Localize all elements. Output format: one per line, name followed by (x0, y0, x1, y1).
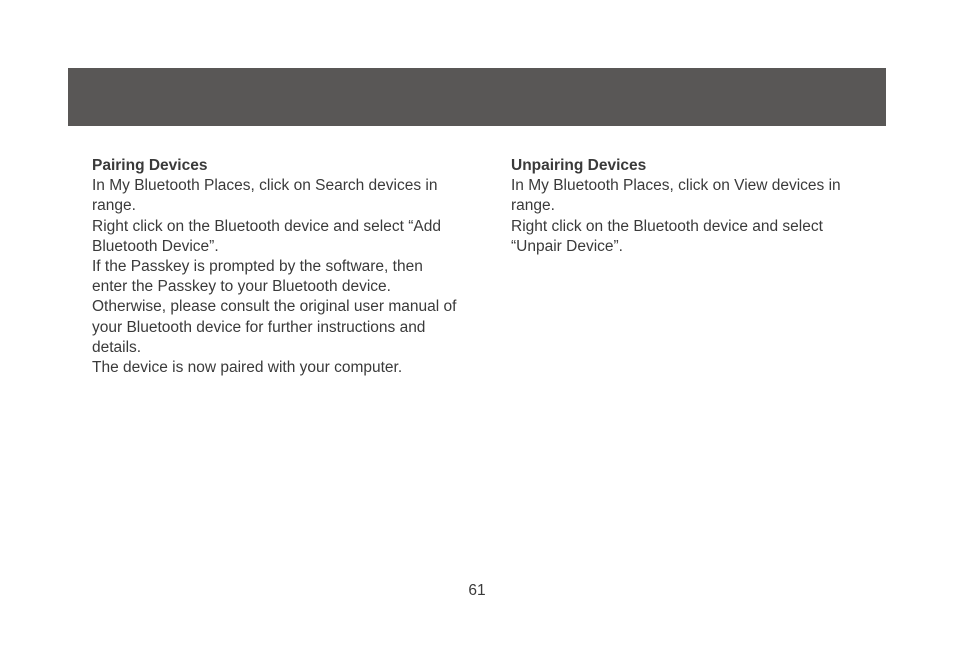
instruction-paragraph: Right click on the Bluetooth device and select “Add Bluetooth Device”. (92, 217, 441, 255)
section-title: Unpairing Devices (511, 157, 647, 174)
instruction-paragraph: Otherwise, please consult the original user manual of your Bluetooth device for further instructions and details. (92, 298, 457, 356)
instruction-paragraph: The device is now paired with your computer. (92, 359, 403, 377)
pairing-devices-section (92, 156, 460, 378)
page-number: 61 (468, 582, 486, 599)
instruction-paragraph: Right click on the Bluetooth device and select “Unpair Device”. (511, 217, 823, 255)
instruction-paragraph: If the Passkey is prompted by the software, then enter the Passkey to your Bluetooth device. (92, 258, 423, 296)
section-title: Pairing Devices (92, 157, 208, 174)
header-bar (68, 68, 886, 126)
unpairing-devices-section (511, 156, 863, 257)
instruction-paragraph: In My Bluetooth Places, click on Search devices in range. (92, 177, 438, 215)
instruction-paragraph: In My Bluetooth Places, click on View devices in range. (511, 177, 841, 215)
